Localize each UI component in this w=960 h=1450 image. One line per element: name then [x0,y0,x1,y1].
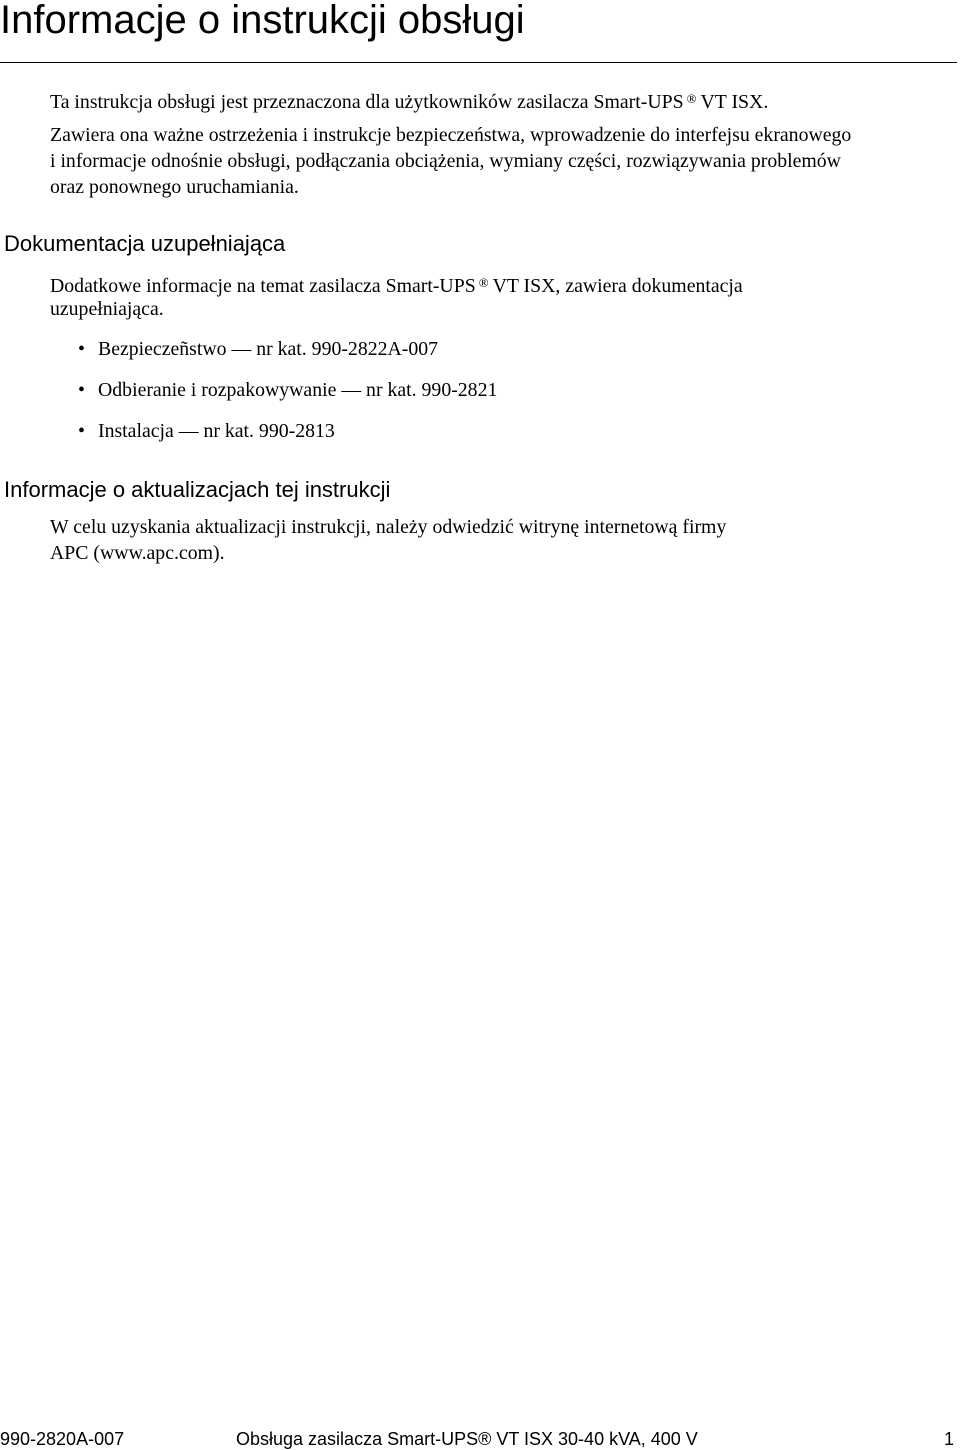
intro-paragraph-1 [50,86,768,115]
updates-paragraph-line-1: W celu uzyskania aktualizacji instrukcji, należy odwiedzić witrynę internetową firmy [50,516,727,538]
section-heading-updates: Informacje o aktualizacjach tej instrukcji [4,477,391,502]
list-item-text: Instalacja — nr kat. 990-2813 [98,420,335,442]
registered-mark: ® [478,275,489,290]
intro-paragraph-1-text: Ta instrukcja obsługi jest przeznaczona dla użytkowników zasilacza Smart-UPS [50,91,684,113]
intro-paragraph-2-line-2: i informacje odnośnie obsługi, podłączania obciążenia, wymiany części, rozwiązywania problemów [50,150,841,172]
registered-mark: ® [686,91,697,106]
supplementary-paragraph-text-end: VT ISX, zawiera dokumentacja [492,275,743,297]
bullet-icon: • [78,420,85,442]
bullet-icon: • [78,379,85,401]
list-item [78,377,497,418]
intro-paragraph-2-line-3: oraz ponownego uruchamiania. [50,176,299,198]
supplementary-docs-list [78,336,497,459]
supplementary-paragraph-text: Dodatkowe informacje na temat zasilacza Smart-UPS [50,275,476,297]
list-item [78,336,497,377]
list-item-text: Odbieranie i rozpakowywanie — nr kat. 990-2821 [98,379,498,401]
footer-page-number: 1 [943,1429,954,1449]
supplementary-paragraph-line-2: uzupełniająca. [50,298,164,320]
title-divider [0,62,957,63]
footer-doc-number: 990-2820A-007 [0,1429,125,1449]
bullet-icon: • [78,338,85,360]
list-item [78,418,497,459]
updates-paragraph-line-2: APC (www.apc.com). [50,542,225,564]
page-title: Informacje o instrukcji obsługi [0,0,525,42]
intro-paragraph-1-text-end: VT ISX. [700,91,769,113]
footer-doc-title: Obsługa zasilacza Smart-UPS® VT ISX 30-40 kVA, 400 V [236,1429,698,1449]
supplementary-paragraph-line-1 [50,270,743,299]
intro-paragraph-2-line-1: Zawiera ona ważne ostrzeżenia i instrukcje bezpieczeństwa, wprowadzenie do interfejsu ekranowego [50,124,852,146]
section-heading-supplementary-docs: Dokumentacja uzupełniająca [4,231,286,256]
list-item-text: Bezpieczeñstwo — nr kat. 990-2822A-007 [98,338,439,360]
